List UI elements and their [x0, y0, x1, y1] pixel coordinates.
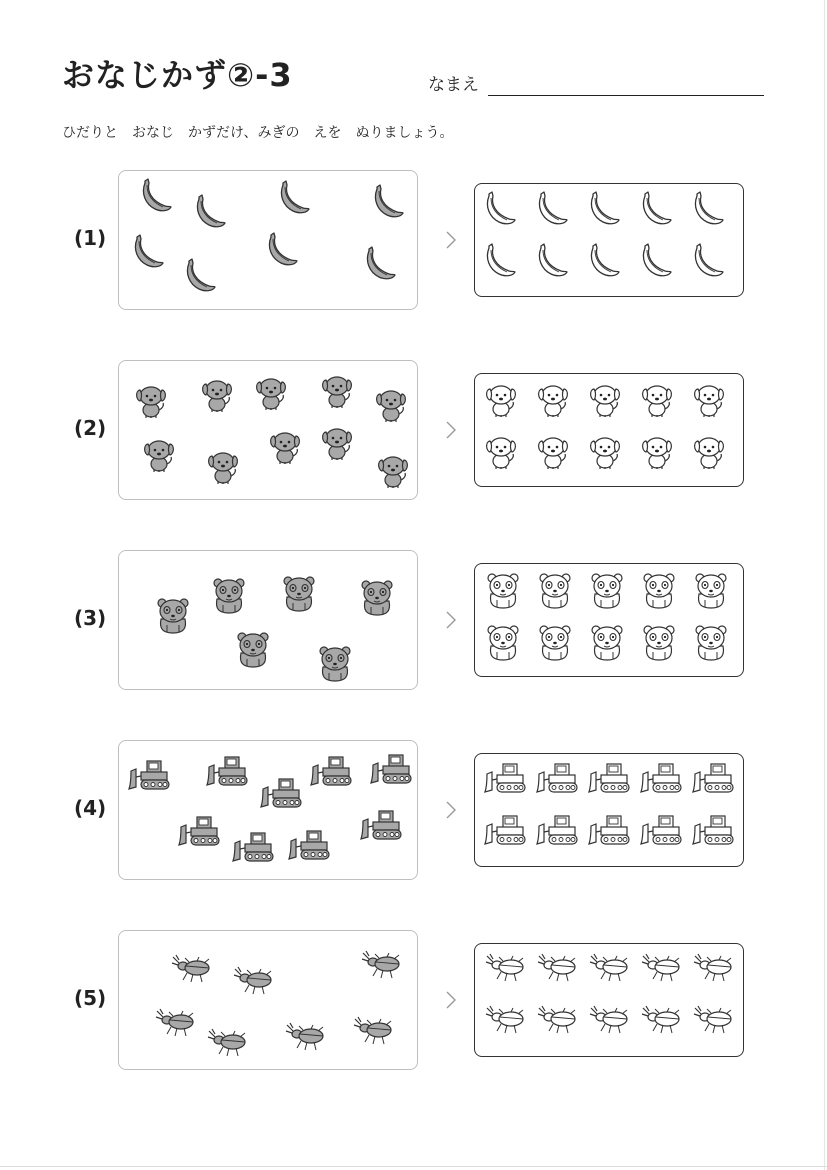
sample-picture-box [118, 740, 418, 880]
beetle-icon [359, 947, 403, 985]
colorable-puppy-icon[interactable] [587, 432, 623, 474]
question-row [0, 740, 827, 882]
colorable-panda-icon[interactable] [691, 622, 731, 666]
puppy-icon [375, 451, 411, 493]
bulldozer-icon [309, 753, 353, 793]
colorable-puppy-icon[interactable] [483, 380, 519, 422]
sample-picture-box [118, 170, 418, 310]
question-number: (5) [74, 986, 107, 1010]
colorable-puppy-icon[interactable] [691, 432, 727, 474]
colorable-bulldozer-icon[interactable] [535, 812, 579, 852]
colorable-puppy-icon[interactable] [639, 380, 675, 422]
colorable-banana-icon[interactable] [535, 190, 569, 230]
colorable-beetle-icon[interactable] [691, 950, 735, 988]
colorable-panda-icon[interactable] [587, 622, 627, 666]
colorable-puppy-icon[interactable] [535, 432, 571, 474]
name-label: なまえ [428, 75, 479, 95]
page-edge [824, 0, 825, 1170]
puppy-icon [205, 447, 241, 489]
colorable-banana-icon[interactable] [483, 190, 517, 230]
colorable-puppy-icon[interactable] [587, 380, 623, 422]
puppy-icon [253, 373, 289, 415]
colorable-beetle-icon[interactable] [483, 950, 527, 988]
puppy-icon [267, 427, 303, 469]
question-number: (1) [74, 226, 107, 250]
colorable-bulldozer-icon[interactable] [483, 760, 527, 800]
bulldozer-icon [205, 753, 249, 793]
colorable-banana-icon[interactable] [691, 242, 725, 282]
bulldozer-icon [359, 807, 403, 847]
colorable-banana-icon[interactable] [535, 242, 569, 282]
worksheet-title: おなじかず②-3 [62, 56, 293, 94]
sample-picture-box [118, 930, 418, 1070]
question-row [0, 550, 827, 692]
colorable-panda-icon[interactable] [535, 622, 575, 666]
colorable-banana-icon[interactable] [483, 242, 517, 282]
colorable-beetle-icon[interactable] [691, 1002, 735, 1040]
colorable-beetle-icon[interactable] [587, 950, 631, 988]
colorable-banana-icon[interactable] [587, 242, 621, 282]
coloring-box [474, 753, 744, 867]
panda-icon [233, 629, 273, 673]
coloring-box [474, 183, 744, 297]
panda-icon [315, 643, 355, 687]
puppy-icon [373, 385, 409, 427]
bulldozer-icon [259, 775, 303, 815]
beetle-icon [169, 951, 213, 989]
colorable-panda-icon[interactable] [535, 570, 575, 614]
puppy-icon [319, 371, 355, 413]
colorable-banana-icon[interactable] [587, 190, 621, 230]
chevron-right-icon [442, 608, 460, 632]
beetle-icon [153, 1005, 197, 1043]
coloring-box [474, 563, 744, 677]
chevron-right-icon [442, 798, 460, 822]
colorable-panda-icon[interactable] [639, 570, 679, 614]
banana-icon [183, 257, 217, 297]
colorable-banana-icon[interactable] [691, 190, 725, 230]
colorable-bulldozer-icon[interactable] [639, 760, 683, 800]
colorable-banana-icon[interactable] [639, 242, 673, 282]
colorable-puppy-icon[interactable] [639, 432, 675, 474]
puppy-icon [319, 423, 355, 465]
colorable-bulldozer-icon[interactable] [483, 812, 527, 852]
colorable-panda-icon[interactable] [483, 570, 523, 614]
bulldozer-icon [127, 757, 171, 797]
question-row [0, 930, 827, 1072]
question-number: (4) [74, 796, 107, 820]
banana-icon [131, 233, 165, 273]
sample-picture-box [118, 550, 418, 690]
colorable-bulldozer-icon[interactable] [587, 812, 631, 852]
banana-icon [371, 183, 405, 223]
colorable-bulldozer-icon[interactable] [535, 760, 579, 800]
panda-icon [153, 595, 193, 639]
question-number: (3) [74, 606, 107, 630]
colorable-beetle-icon[interactable] [639, 950, 683, 988]
panda-icon [209, 575, 249, 619]
bulldozer-icon [369, 751, 413, 791]
colorable-panda-icon[interactable] [691, 570, 731, 614]
puppy-icon [199, 375, 235, 417]
colorable-beetle-icon[interactable] [639, 1002, 683, 1040]
colorable-puppy-icon[interactable] [535, 380, 571, 422]
sample-picture-box [118, 360, 418, 500]
colorable-beetle-icon[interactable] [535, 950, 579, 988]
beetle-icon [351, 1013, 395, 1051]
colorable-panda-icon[interactable] [483, 622, 523, 666]
colorable-puppy-icon[interactable] [691, 380, 727, 422]
colorable-puppy-icon[interactable] [483, 432, 519, 474]
panda-icon [279, 573, 319, 617]
colorable-beetle-icon[interactable] [587, 1002, 631, 1040]
name-field[interactable] [488, 95, 764, 96]
question-number: (2) [74, 416, 107, 440]
colorable-bulldozer-icon[interactable] [691, 812, 735, 852]
coloring-box [474, 943, 744, 1057]
page-bottom-edge [0, 1166, 827, 1167]
chevron-right-icon [442, 418, 460, 442]
colorable-beetle-icon[interactable] [535, 1002, 579, 1040]
colorable-bulldozer-icon[interactable] [639, 812, 683, 852]
colorable-bulldozer-icon[interactable] [691, 760, 735, 800]
beetle-icon [205, 1025, 249, 1063]
colorable-panda-icon[interactable] [587, 570, 627, 614]
colorable-banana-icon[interactable] [639, 190, 673, 230]
coloring-box [474, 373, 744, 487]
puppy-icon [141, 435, 177, 477]
instruction-text: ひだりと おなじ かずだけ、みぎの えを ぬりましょう。 [62, 125, 454, 141]
colorable-panda-icon[interactable] [639, 622, 679, 666]
puppy-icon [133, 381, 169, 423]
beetle-icon [231, 963, 275, 1001]
question-row [0, 170, 827, 312]
panda-icon [357, 577, 397, 621]
beetle-icon [283, 1019, 327, 1057]
banana-icon [363, 245, 397, 285]
banana-icon [265, 231, 299, 271]
chevron-right-icon [442, 228, 460, 252]
bulldozer-icon [287, 827, 331, 867]
chevron-right-icon [442, 988, 460, 1012]
bulldozer-icon [177, 813, 221, 853]
banana-icon [193, 193, 227, 233]
colorable-bulldozer-icon[interactable] [587, 760, 631, 800]
bulldozer-icon [231, 829, 275, 869]
banana-icon [139, 177, 173, 217]
question-row [0, 360, 827, 502]
banana-icon [277, 179, 311, 219]
colorable-beetle-icon[interactable] [483, 1002, 527, 1040]
